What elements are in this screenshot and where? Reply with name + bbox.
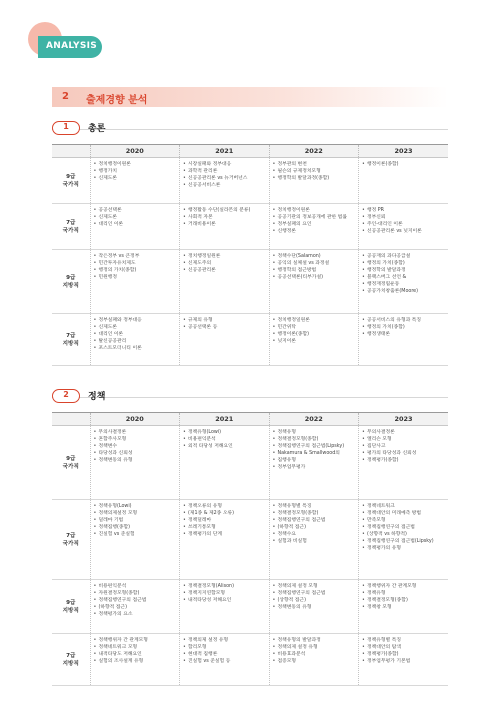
topic-item: • 엘리슨 모형 — [362, 436, 446, 443]
topic-item: • 행정가치 — [94, 168, 178, 175]
topic-item: • 대리인 이론 — [94, 331, 178, 338]
topic-item: • 공공선택론 — [94, 207, 178, 214]
topic-item: • 정책집행연구의 접근법 — [94, 597, 178, 604]
table-row — [52, 158, 448, 204]
topic-item: • 딜레마 기법 — [94, 517, 178, 524]
topic-cell — [359, 426, 449, 500]
topic-item: • 정책유형(Lowi) — [183, 429, 267, 436]
topic-list — [183, 429, 267, 450]
topic-item: • 정책대안의 미래예측 방법 — [362, 510, 446, 517]
topic-item: • 쓰레기통모형 — [183, 524, 267, 531]
topic-cell — [359, 204, 449, 250]
topic-item: • 행정이론(종합) — [362, 161, 446, 168]
year-header: 2021 — [180, 145, 270, 158]
topic-list — [94, 207, 178, 228]
subsection-title: 정책 — [88, 392, 106, 402]
topic-item: • 거래비용이론 — [183, 221, 267, 228]
topic-list — [94, 583, 178, 618]
topic-item: • 정책평가(종합) — [362, 651, 446, 658]
topic-list — [273, 253, 357, 281]
topic-cell — [359, 500, 449, 580]
topic-item: • 포스트모더니티 이론 — [94, 345, 178, 352]
topic-cell — [90, 580, 180, 634]
topic-cell — [180, 580, 270, 634]
topic-cell — [359, 314, 449, 366]
topic-cell — [90, 204, 180, 250]
topic-item: • 진실험 vs 준실험 — [94, 531, 178, 538]
topic-item: • 정책평가의 유형 — [362, 545, 446, 552]
topic-item: • 정책네트워크 — [362, 503, 446, 510]
topic-item: • 정책수요 — [273, 531, 357, 538]
table-header-row — [52, 145, 448, 158]
topic-item: • 정치행정일원론 — [273, 317, 357, 324]
topic-list — [362, 583, 446, 611]
topic-item: • 공익의 실체설 vs 과정설 — [273, 260, 357, 267]
topic-cell — [359, 158, 449, 204]
topic-list — [273, 637, 357, 665]
topic-list — [273, 207, 357, 235]
year-header: 2020 — [90, 413, 180, 426]
topic-item: • 신제도론 — [94, 214, 178, 221]
topic-item: • 정책행위자 간 관계모형 — [94, 637, 178, 644]
topic-item: • 무의사결정론 — [362, 429, 446, 436]
table-row — [52, 314, 448, 366]
topic-item: • 사회적 자본 — [183, 214, 267, 221]
topic-item: • 공공선택론 등 — [183, 324, 267, 331]
topic-item: • 정책유형별 특징 — [273, 503, 357, 510]
topic-list — [183, 207, 267, 228]
subsection-number: 1 — [63, 122, 69, 131]
topic-list — [273, 317, 357, 345]
exam-type-label: 7급 국가직 — [52, 204, 90, 250]
section-number: 2 — [62, 91, 69, 102]
topic-item: • 정치행정이원론 — [94, 161, 178, 168]
exam-type-label: 7급 지방직 — [52, 314, 90, 366]
topic-item: • 신공공서비스론 — [183, 182, 267, 189]
topic-item: • 공공재의 과다공급설 — [362, 253, 446, 260]
topic-list — [362, 253, 446, 295]
topic-item: • 행정이론(종합) — [273, 331, 357, 338]
topic-item: • 비용편익분석 — [94, 583, 178, 590]
topic-item: • 행정학의 발달과정(종합) — [273, 175, 357, 182]
topic-item: • 정책네트워크 모형 — [94, 644, 178, 651]
topic-list — [273, 503, 357, 545]
topic-cell — [90, 250, 180, 314]
exam-type-label: 9급 국가직 — [52, 426, 90, 500]
topic-item: • 내적타당도 저해요인 — [94, 651, 178, 658]
topic-item: • 정책결정모형(종합) — [273, 510, 357, 517]
topic-item: • 정책의제 설정 모형 — [273, 583, 357, 590]
topic-item: • 정치행정일원론 — [183, 253, 267, 260]
topic-cell — [90, 314, 180, 366]
subsection-divider — [52, 129, 448, 130]
year-header: 2022 — [269, 145, 359, 158]
topic-item: • 넛지이론 — [273, 338, 357, 345]
topic-item: • 외적 타당성 저해요인 — [183, 443, 267, 450]
topic-item: • 정책평가(종합) — [362, 457, 446, 464]
topic-item: • 정책유형 — [273, 429, 357, 436]
topic-item: • 실험의 조사설계 유형 — [94, 658, 178, 665]
topic-item: • (하향적 접근) — [273, 524, 357, 531]
topic-item: • 비용효과분석 — [273, 651, 357, 658]
topic-list — [273, 429, 357, 471]
topic-cell — [180, 634, 270, 686]
topic-item: • 정부관의 변천 — [273, 161, 357, 168]
exam-type-label: 9급 국가직 — [52, 158, 90, 204]
topic-item: • 규제의 유형 — [183, 317, 267, 324]
topic-item: • 정책의제설정 모형 — [94, 510, 178, 517]
topic-cell — [269, 204, 359, 250]
topic-cell — [180, 204, 270, 250]
topic-item: • 탈신공공관리 — [94, 338, 178, 345]
topic-item: • 정책집행연구의 접근법(Lipsky) — [362, 538, 446, 545]
topic-item: • 민간위탁 — [273, 324, 357, 331]
topic-list — [183, 637, 267, 665]
topic-item: • 현대적 집행론 — [183, 651, 267, 658]
topic-item: • 행정학의 발달과정 — [362, 267, 446, 274]
topic-list — [94, 317, 178, 352]
topic-item: • 정책오류의 유형 — [183, 503, 267, 510]
table-row — [52, 580, 448, 634]
topic-item: • 주인-대리인 이론 — [362, 221, 446, 228]
topic-item: • 공공서비스의 유형과 특징 — [362, 317, 446, 324]
topic-cell — [90, 634, 180, 686]
topic-item: • 민간투자유치제도 — [94, 260, 178, 267]
topic-cell — [269, 314, 359, 366]
topic-list — [183, 317, 267, 331]
topic-item: • 실험과 비실험 — [273, 538, 357, 545]
topic-list — [94, 429, 178, 464]
topic-list — [94, 503, 178, 538]
topic-item: • 비용편익분석 — [183, 436, 267, 443]
topic-cell — [269, 158, 359, 204]
topic-cell — [180, 426, 270, 500]
topic-item: • 정책유형의 발달과정 — [273, 637, 357, 644]
topic-item: • 행정의 가치(종합) — [362, 260, 446, 267]
topic-item: • 신공공관리론 vs 넛지이론 — [362, 228, 446, 235]
topic-item: • 혼합주사모형 — [94, 436, 178, 443]
topic-item: • 대리인 이론 — [94, 221, 178, 228]
topic-item: • 정책창 모형 — [362, 604, 446, 611]
topic-item: • (상향적 vs 하향적) — [362, 531, 446, 538]
topic-list — [362, 503, 446, 552]
subsection-number: 2 — [63, 390, 69, 399]
topic-item: • 공공기관의 정보공개에 관한 법률 — [273, 214, 357, 221]
topic-list — [94, 637, 178, 665]
topic-item: • 행정의 가치(종합) — [94, 267, 178, 274]
topic-item: • 합리모형 — [183, 644, 267, 651]
exam-type-label: 7급 국가직 — [52, 500, 90, 580]
header-corner — [52, 413, 90, 426]
topic-item: • 행정생태론 — [362, 331, 446, 338]
year-header: 2023 — [359, 145, 449, 158]
topic-item: • (하향적 접근) — [94, 604, 178, 611]
topic-item: • 진실험 vs 준실험 등 — [183, 658, 267, 665]
topic-item: • 행정재정립운동 — [362, 281, 446, 288]
topic-list — [362, 317, 446, 338]
topic-item: • 자원결정모형(종합) — [94, 590, 178, 597]
topic-item: • 정책변수 — [94, 443, 178, 450]
topic-item: • 정책결정모형(종합) — [362, 597, 446, 604]
topic-item: • 정책평가의 단계 — [183, 531, 267, 538]
table-row — [52, 204, 448, 250]
topic-item: • 점증모형 — [273, 658, 357, 665]
topic-item: • 무의사결정론 — [94, 429, 178, 436]
section-title: 출제경향 분석 — [86, 95, 148, 106]
table-row — [52, 500, 448, 580]
subsection-title: 총론 — [88, 124, 106, 134]
year-header: 2021 — [180, 413, 270, 426]
topic-item: • 정책집행연구의 접근법 — [362, 524, 446, 531]
topic-item: • 정책집행(종합) — [94, 524, 178, 531]
topic-cell — [90, 158, 180, 204]
topic-cell — [269, 426, 359, 500]
topic-item: • 민원행정 — [94, 274, 178, 281]
topic-cell — [359, 634, 449, 686]
topic-item: • 신행정론 — [273, 228, 357, 235]
topic-item: • 신공공관리론 vs 뉴거버넌스 — [183, 175, 267, 182]
analysis-banner-label: ANALYSIS — [46, 41, 98, 51]
topic-list — [362, 207, 446, 235]
topic-item: • 정책수단(Salamon) — [273, 253, 357, 260]
topic-item: • (제1종 & 제2종 오류) — [183, 510, 267, 517]
general-theory-table — [52, 144, 448, 366]
topic-item: • 정책의제 설정 유형 — [183, 637, 267, 644]
topic-cell — [269, 580, 359, 634]
topic-item: • 정책유형(Lowi) — [94, 503, 178, 510]
topic-item: • 신공공관리론 — [183, 267, 267, 274]
topic-cell — [180, 158, 270, 204]
topic-item: • 행정의 가치(종합) — [362, 324, 446, 331]
topic-list — [183, 583, 267, 604]
subsection-header-1 — [52, 121, 448, 133]
topic-cell — [90, 500, 180, 580]
topic-item: • 공공선택론(티부가설) — [273, 274, 357, 281]
topic-item: • 신제도론 — [94, 175, 178, 182]
topic-cell — [359, 250, 449, 314]
topic-item: • 과학적 관리론 — [183, 168, 267, 175]
topic-list — [273, 583, 357, 611]
topic-item: • 정부실패의 요인 — [273, 221, 357, 228]
topic-cell — [180, 314, 270, 366]
topic-item: • 정책집행연구의 접근법 — [273, 517, 357, 524]
table-row — [52, 426, 448, 500]
topic-item: • 정책변동의 유형 — [273, 604, 357, 611]
topic-list — [94, 253, 178, 281]
topic-item: • 작은정부 vs 큰정부 — [94, 253, 178, 260]
topic-item: • 신제도론 — [94, 324, 178, 331]
topic-list — [94, 161, 178, 182]
topic-list — [362, 161, 446, 168]
topic-item: • 정책집행연구의 접근법(Lipsky) — [273, 443, 357, 450]
topic-item: • 정책결정모형(종합) — [273, 436, 357, 443]
topic-item: • 정책유형별 특징 — [362, 637, 446, 644]
topic-item: • 정책의제 설정 유형 — [273, 644, 357, 651]
topic-item: • 정책딜레마 — [183, 517, 267, 524]
topic-item: • 정부업무평가 — [273, 464, 357, 471]
topic-item: • Nakamura & Smallwood의 — [273, 450, 357, 457]
topic-item: • 정부실패와 정부대응 — [94, 317, 178, 324]
topic-list — [362, 637, 446, 665]
subsection-header-2 — [52, 389, 448, 401]
topic-cell — [269, 634, 359, 686]
topic-item: • 집단사고 — [362, 443, 446, 450]
topic-item: • 집행유형 — [273, 457, 357, 464]
topic-item: • 행정학의 접근방법 — [273, 267, 357, 274]
topic-cell — [180, 250, 270, 314]
topic-cell — [180, 500, 270, 580]
topic-item: • 공공가치창출론(Moore) — [362, 288, 446, 295]
table-row — [52, 250, 448, 314]
topic-item: • 시장실패와 정부대응 — [183, 161, 267, 168]
exam-type-label: 9급 지방직 — [52, 580, 90, 634]
topic-list — [183, 253, 267, 274]
table-header-row — [52, 413, 448, 426]
topic-item: • 정부신뢰 — [362, 214, 446, 221]
topic-item: • 타당성과 신뢰성 — [94, 450, 178, 457]
policy-table — [52, 412, 448, 686]
topic-item: • 정치행정이원론 — [273, 207, 357, 214]
topic-item: • 정책대안의 탐색 — [362, 644, 446, 651]
exam-type-label: 7급 지방직 — [52, 634, 90, 686]
topic-item: • 필슨의 규제정치모형 — [273, 168, 357, 175]
topic-item: • 정책평가의 요소 — [94, 611, 178, 618]
topic-item: • 정책지지연합모형 — [183, 590, 267, 597]
topic-list — [183, 503, 267, 538]
topic-item: • 내적타당성 저해요인 — [183, 597, 267, 604]
topic-item: • 만족모형 — [362, 517, 446, 524]
topic-cell — [269, 250, 359, 314]
topic-item: • 행정활동 수단(실라몬의 분류) — [183, 207, 267, 214]
year-header: 2022 — [269, 413, 359, 426]
year-header: 2023 — [359, 413, 449, 426]
topic-item: • 정책변동의 유형 — [94, 457, 178, 464]
year-header: 2020 — [90, 145, 180, 158]
exam-type-label: 9급 지방직 — [52, 250, 90, 314]
topic-cell — [359, 580, 449, 634]
topic-item: • (상향적 접근) — [273, 597, 357, 604]
table-row — [52, 634, 448, 686]
subsection-divider — [52, 397, 448, 398]
topic-item: • 신제도주의 — [183, 260, 267, 267]
topic-list — [273, 161, 357, 182]
topic-cell — [90, 426, 180, 500]
topic-list — [362, 429, 446, 464]
header-corner — [52, 145, 90, 158]
topic-item: • 정책결정모형(Alison) — [183, 583, 267, 590]
topic-item: • 블랙스버그 선언 & — [362, 274, 446, 281]
topic-item: • 정책유형 — [362, 590, 446, 597]
topic-item: • 정책행위자 간 관계모형 — [362, 583, 446, 590]
topic-item: • 정부업무평가 기본법 — [362, 658, 446, 665]
topic-list — [183, 161, 267, 189]
topic-cell — [269, 500, 359, 580]
topic-item: • 정책집행연구의 접근법 — [273, 590, 357, 597]
topic-item: • 평가의 타당성과 신뢰성 — [362, 450, 446, 457]
topic-item: • 행정 PR — [362, 207, 446, 214]
